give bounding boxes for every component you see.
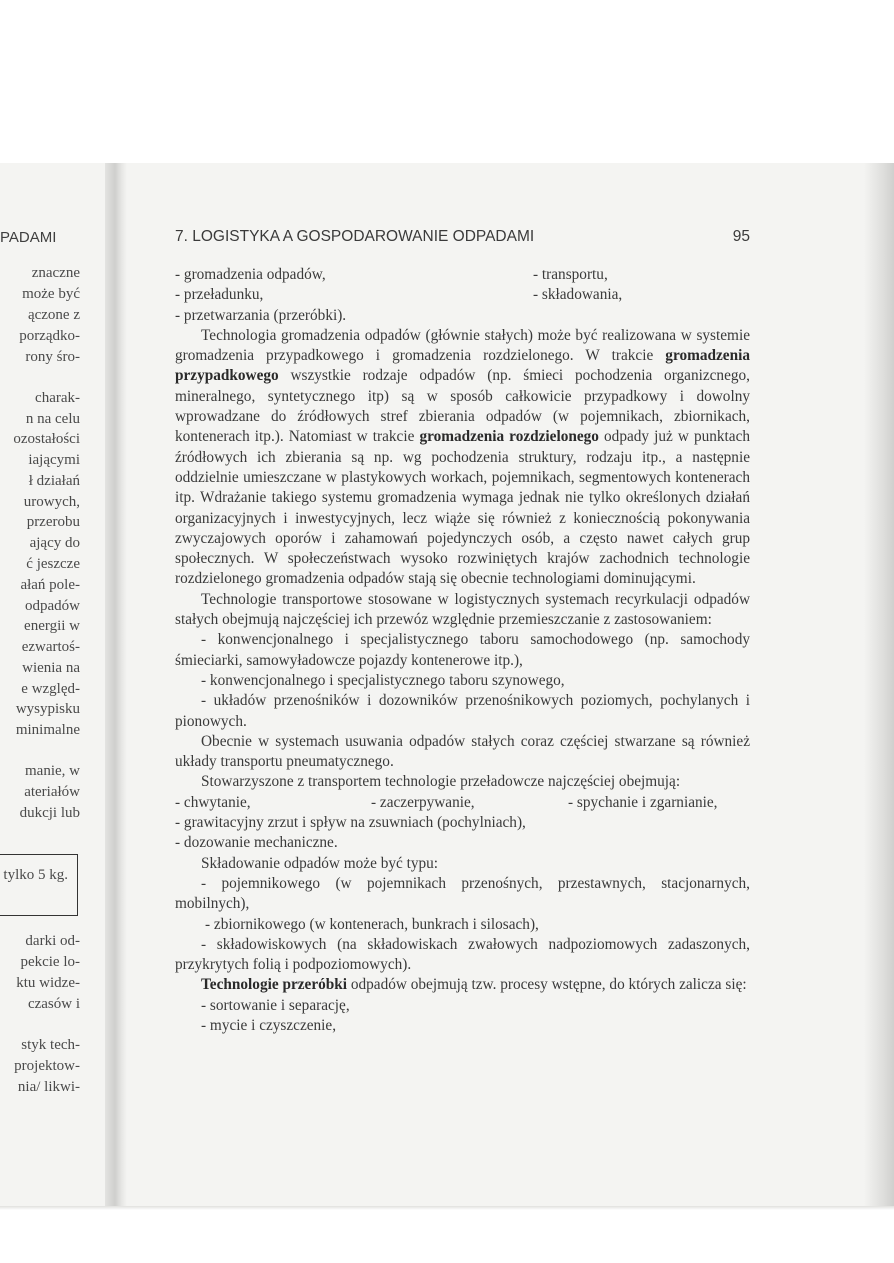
list-item: - sortowanie i separację, [201,996,350,1014]
left-line: wysypisku [15,701,80,717]
book-gutter [105,163,127,1208]
page-number: 95 [732,228,750,245]
running-header [175,228,750,246]
left-line: charak- [35,390,80,406]
list-row [175,813,750,833]
left-line: n na celu [25,411,80,427]
list-item: - chwytanie, [175,793,251,811]
list-item: - zaczerpywanie, [371,793,475,811]
bold-term: gromadzenia rozdzielonego [419,428,599,446]
list-row [175,833,750,853]
left-line: ozostałości [13,431,80,447]
text-run: odpadów obejmują tzw. procesy wstępne, do których zalicza się: [347,976,747,994]
text-run: wszystkie rodzaje odpadów (np. śmieci pochodzenia organizcnego, mineralnego, syntetycznego itp) są w sposób całkowicie przypadkowy i dowolny wprowadzane do źródłowych stref zbierania odpadów (w pojemnikach, zbiornikach, kontenerach itp.). Natomiast w trakcie [175,367,750,446]
left-line: ateriałów [24,784,80,800]
list-item: - gromadzenia odpadów, [175,266,326,283]
left-line: ł działań [28,473,80,489]
left-line: może być [22,286,80,302]
left-line: projektow- [14,1058,80,1074]
left-line: ałań pole- [20,577,80,593]
list-item: - składowania, [533,286,623,304]
left-line: darki od- [25,933,80,949]
text-run: odpady już w punktach źródłowych ich zbierania są np. wg pochodzenia struktury, rodzaju itp., a następnie oddzielnie umieszczane w plastykowych workach, pojemnikach, segmentowych kontenerach itp. Wdrażanie takiego systemu gromadzenia wymaga jednak nie tylko określonych działań organizacyjnych i inwestycyjnych, lecz wiąże się również z koniecznością pokonywania zwyczajowych oporów i zahamowań pojedynczych osób, a często nawet całych grup społecznych. W społeczeństwach wysoko rozwiniętych krajów zachodnich technologie rozdzielonego gromadzenia odpadów stają się obecnie technologiami dominującymi. [175,428,751,588]
list-item: - grawitacyjny zrzut i spływ na zsuwniach (pochylniach), [175,814,526,832]
paragraph [175,326,750,590]
list-item: - układów przenośników i dozowników przenośnikowych poziomych, pochylanych i pionowych. [175,692,750,730]
left-line: rony śro- [25,349,80,365]
left-line: pekcie lo- [20,954,80,970]
left-line: wienia na [22,660,80,676]
left-line: styk tech- [21,1037,80,1053]
left-line: urowych, [23,494,80,510]
list-row [175,285,750,305]
page-body [175,265,750,1036]
left-line: iającymi [28,452,80,468]
list-item: - konwencjonalnego i specjalistycznego taboru szynowego, [201,671,565,689]
list-item: - transportu, [533,266,608,283]
bold-term: gromadzenia przypadkowego [175,347,750,385]
left-line: energii w [24,618,80,634]
left-line: ający do [29,535,80,551]
list-item: - spychanie i zgarnianie, [568,793,718,811]
list-item: - przeładunku, [175,286,264,304]
left-line: przerobu [26,514,80,530]
page-edge-shadow [864,163,894,1208]
left-line: ezwartoś- [21,639,80,655]
list-item: - dozowanie mechaniczne. [175,834,338,852]
left-line: ktu widze- [16,975,80,991]
left-page-header: PADAMI [0,229,57,246]
paragraph: Stowarzyszone z transportem technologie przeładowcze najczęściej obejmują: [201,773,681,791]
left-line: ć jeszcze [26,556,80,572]
list-item: - składowiskowych (na składowiskach zwałowych nadpoziomowych zadaszonych, przykrytych folią i podpoziomowych). [175,935,750,974]
paragraph [175,975,750,995]
left-line: tylko 5 kg. [3,867,68,883]
chapter-title: 7. LOGISTYKA A GOSPODAROWANIE ODPADAMI [175,228,535,245]
left-line: czasów i [27,996,80,1012]
left-line: minimalne [15,722,80,738]
list-item: - pojemnikowego (w pojemnikach przenośnych, przestawnych, stacjonarnych, mobilnych), [175,874,750,913]
list-item: - przetwarzania (przeróbki). [175,306,347,324]
paragraph: Obecnie w systemach usuwania odpadów stałych coraz częściej stwarzane są również układy transportu pneumatycznego. [175,732,750,771]
paragraph: Technologie transportowe stosowane w logistycznych systemach recyrkulacji odpadów stałych obejmują najczęściej ich przewóz względnie przemieszczanie z zastosowaniem: [175,590,750,629]
scan-background [0,0,894,163]
left-line: odpadów [25,598,80,614]
list-item: - zbiornikowego (w kontenerach, bunkrach i silosach), [205,915,539,933]
left-line: znaczne [31,265,80,281]
page-bottom-edge [0,1206,894,1210]
left-line: nia/ likwi- [17,1079,80,1095]
left-line: dukcji lub [19,805,80,821]
list-row [175,306,750,326]
text-run: Technologia gromadzenia odpadów (głównie stałych) może być realizowana w systemie gromadzenia przypadkowego i gromadzenia rozdzielonego. W trakcie [175,326,750,365]
list-row [175,265,750,285]
list-item: - konwencjonalnego i specjalistycznego taboru samochodowego (np. samochody śmieciarki, samowyładowcze pojazdy kontenerowe itp.), [175,631,750,669]
left-line: e względ- [21,681,80,697]
left-line: porządko- [19,328,80,344]
left-line: ączone z [27,307,80,323]
left-line: manie, w [25,763,80,779]
bold-term: Technologie przeróbki [201,976,348,994]
left-page-box-frame [0,854,78,916]
list-item: - mycie i czyszczenie, [201,1016,337,1034]
paragraph: Składowanie odpadów może być typu: [201,854,439,872]
list-row [175,793,750,813]
